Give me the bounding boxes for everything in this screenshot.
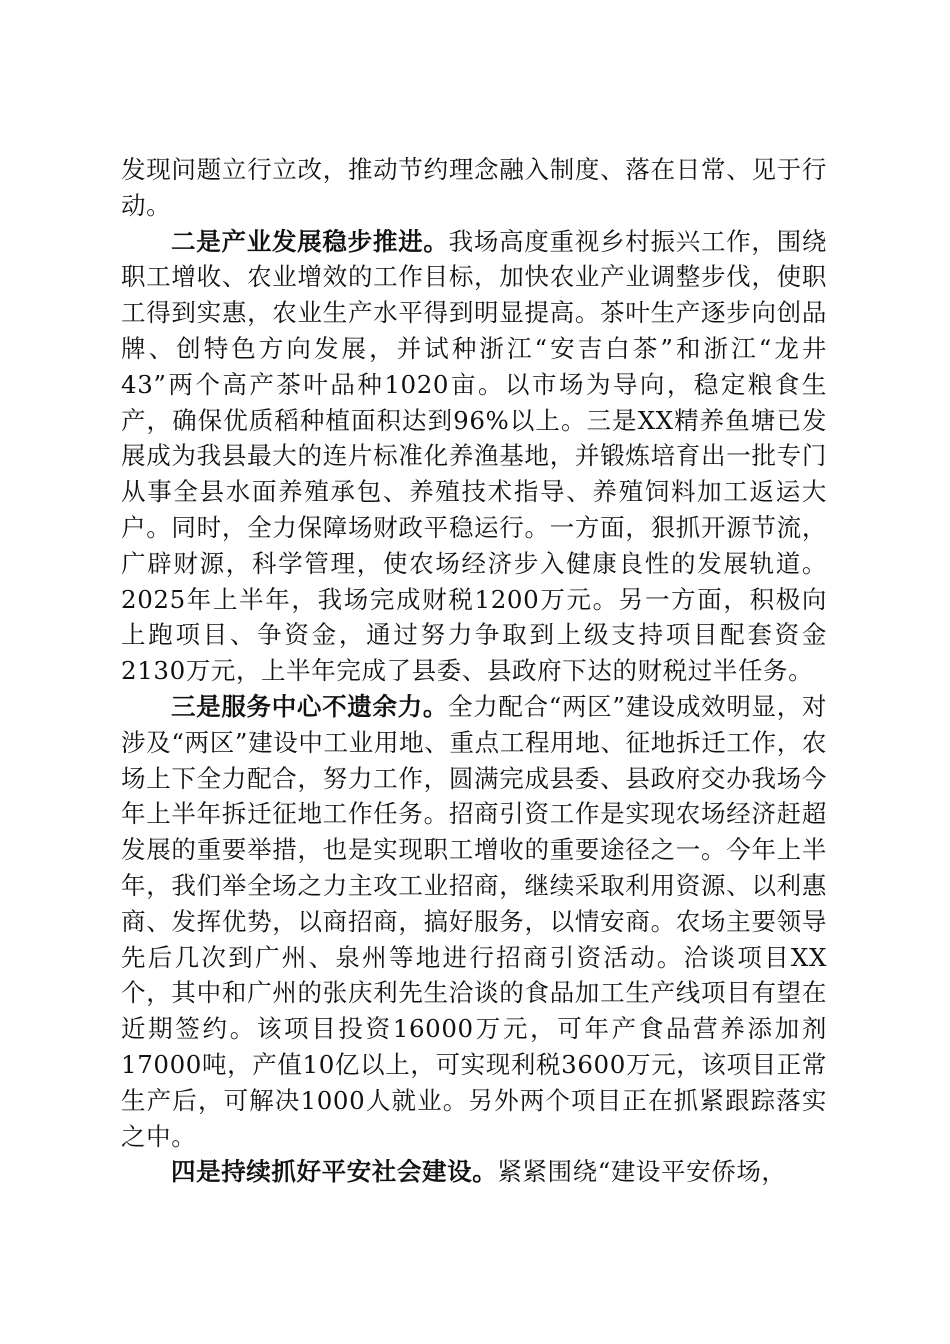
paragraph-text: 我场高度重视乡村振兴工作，围绕职工增收、农业增效的工作目标，加快农业产业调整步伐，使职工得到实惠，农业生产水平得到明显提高。茶叶生产逐步向创品牌、创特色方向发展，并试种浙江“安吉白茶”和浙江“龙井43”两个高产茶叶品种1020亩。以市场为导向，稳定粮食生产，确保优质稻种植面积达到96%以上。三是XX精养鱼塘已发展成为我县最大的连片标准化养渔基地，并锻炼培育出一批专门从事全县水面养殖承包、养殖技术指导、养殖饲料加工返运大户。同时，全力保障场财政平稳运行。一方面，狠抓开源节流，广辟财源，科学管理，使农场经济步入健康良性的发展轨道。2025年上半年，我场完成财税1200万元。另一方面，积极向上跑项目、争资金，通过努力争取到上级支持项目配套资金2130万元，上半年完成了县委、县政府下达的财税过半任务。: [121, 226, 827, 686]
paragraph-text: 全力配合“两区”建设成效明显，对涉及“两区”建设中工业用地、重点工程用地、征地拆迁工作，农场上下全力配合，努力工作，圆满完成县委、县政府交办我场今年上半年拆迁征地工作任务。招商引资工作是实现农场经济赶超发展的重要举措，也是实现职工增收的重要途径之一。今年上半年，我们举全场之力主攻工业招商，继续采取利用资源、以利惠商、发挥优势，以商招商，搞好服务，以情安商。农场主要领导先后几次到广州、泉州等地进行招商引资活动。洽谈项目XX个，其中和广州的张庆利先生洽谈的食品加工生产线项目有望在近期签约。该项目投资16000万元，可年产食品营养添加剂17000吨，产值10亿以上，可实现利税3600万元，该项目正常生产后，可解决1000人就业。另外两个项目正在抓紧跟踪落实之中。: [121, 691, 827, 1151]
document-page: [121, 152, 827, 1190]
paragraph-text: 发现问题立行立改，推动节约理念融入制度、落在日常、见于行动。: [121, 155, 827, 220]
paragraph-service-center: [121, 689, 827, 1154]
paragraph-industry-development: [121, 224, 827, 689]
paragraph-text: 紧紧围绕“建设平安侨场，: [497, 1157, 787, 1187]
paragraph-lead: 四是持续抓好平安社会建设。: [171, 1157, 498, 1187]
paragraph-continuation: [121, 152, 827, 224]
paragraph-lead: 三是服务中心不遗余力。: [171, 691, 449, 721]
paragraph-public-safety: [121, 1154, 827, 1190]
paragraph-lead: 二是产业发展稳步推进。: [171, 226, 449, 256]
